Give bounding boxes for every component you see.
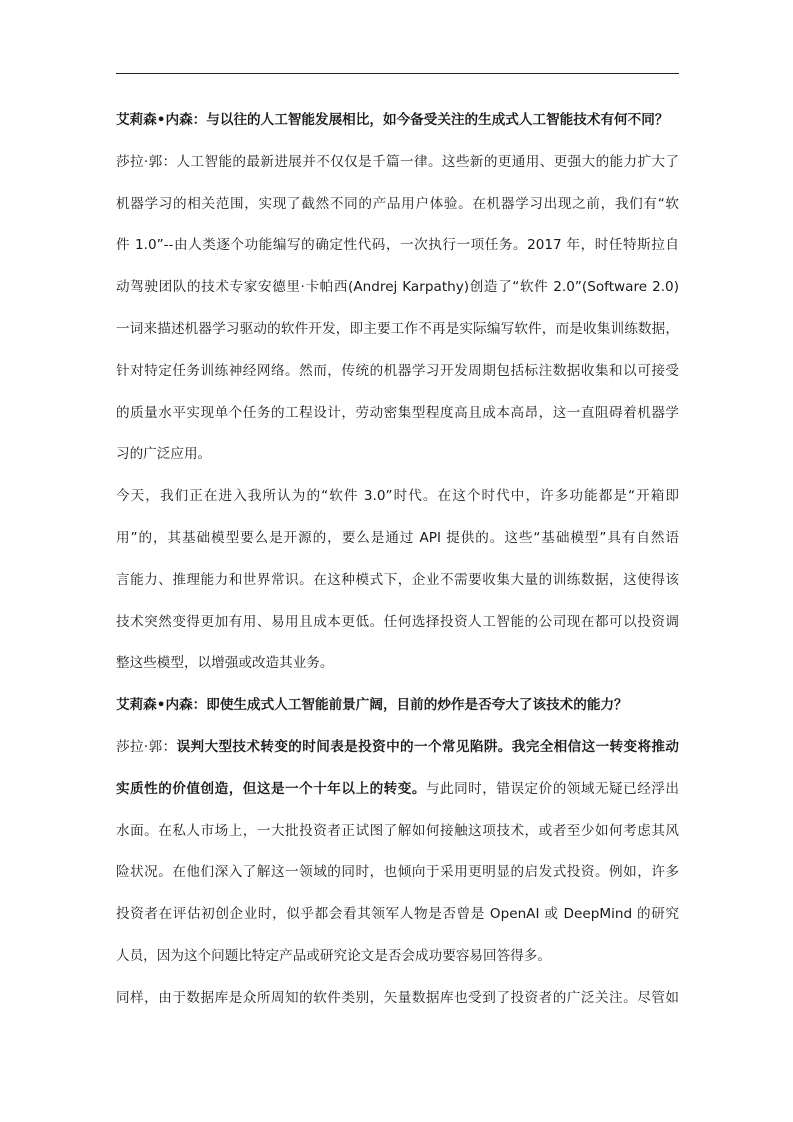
answer-line: 针对特定任务训练神经网络。然而，传统的机器学习开发周期包括标注数据收集和以可接受: [116, 362, 679, 379]
answer-line: 习的广泛应用。: [116, 446, 212, 463]
document-body: [116, 100, 679, 1020]
answer-line: 投资者在评估初创企业时，似乎都会看其领军人物是否曾是 OpenAI 或 DeepMind 的研究: [116, 906, 679, 923]
speaker-label: 莎拉·郭：: [116, 738, 177, 755]
answer-text: 与此同时，错误定价的领域无疑已经浮出: [425, 780, 679, 797]
answer-line: 技术突然变得更加有用、易用且成本更低。任何选择投资人工智能的公司现在都可以投资调: [116, 613, 679, 630]
answer-line: 动驾驶团队的技术专家安德里·卡帕西(Andrej Karpathy)创造了“软件 2.0”(Software 2.0): [116, 279, 679, 296]
answer-line: 机器学习的相关范围，实现了截然不同的产品用户体验。在机器学习出现之前，我们有“软: [116, 195, 679, 212]
answer-line: 件 1.0”--由人类逐个功能编写的确定性代码，一次执行一项任务。2017 年，时任特斯拉自: [116, 237, 679, 254]
header-rule: [116, 73, 679, 74]
answer-line: 整这些模型，以增强或改造其业务。: [116, 655, 334, 672]
answer-line: 今天，我们正在进入我所认为的“软件 3.0”时代。在这个时代中，许多功能都是“开箱即: [116, 488, 679, 505]
question-heading: 艾莉森•内森：即使生成式人工智能前景广阔，目前的炒作是否夸大了该技术的能力？: [116, 697, 628, 714]
emphasized-text: 实质性的价值创造，但这是一个十年以上的转变。: [116, 780, 426, 797]
answer-line: 险状况。在他们深入了解这一领域的同时，也倾向于采用更明显的启发式投资。例如，许多: [116, 864, 679, 881]
emphasized-text: 误判大型技术转变的时间表是投资中的一个常见陷阱。我完全相信这一转变将推动: [176, 738, 679, 755]
answer-line: 人员，因为这个问题比特定产品或研究论文是否会成功要容易回答得多。: [116, 947, 551, 964]
answer-line: 同样，由于数据库是众所周知的软件类别，矢量数据库也受到了投资者的广泛关注。尽管如: [116, 989, 679, 1006]
answer-line: 言能力、推理能力和世界常识。在这种模式下，企业不需要收集大量的训练数据，这使得该: [116, 571, 679, 588]
answer-line: [116, 727, 679, 769]
answer-line: [116, 769, 679, 811]
answer-line: 的质量水平实现单个任务的工程设计，劳动密集型程度高且成本高昂，这一直阻碍着机器学: [116, 404, 679, 421]
answer-line: 用”的，其基础模型要么是开源的，要么是通过 API 提供的。这些“基础模型”具有自然语: [116, 529, 679, 546]
answer-line: 一词来描述机器学习驱动的软件开发，即主要工作不再是实际编写软件，而是收集训练数据，: [116, 320, 679, 337]
question-heading: 艾莉森•内森：与以往的人工智能发展相比，如今备受关注的生成式人工智能技术有何不同？: [116, 112, 669, 128]
answer-line: 莎拉·郭：人工智能的最新进展并不仅仅是千篇一律。这些新的更通用、更强大的能力扩大了: [116, 153, 679, 170]
answer-line: 水面。在私人市场上，一大批投资者正试图了解如何接触这项技术，或者至少如何考虑其风: [116, 822, 679, 839]
